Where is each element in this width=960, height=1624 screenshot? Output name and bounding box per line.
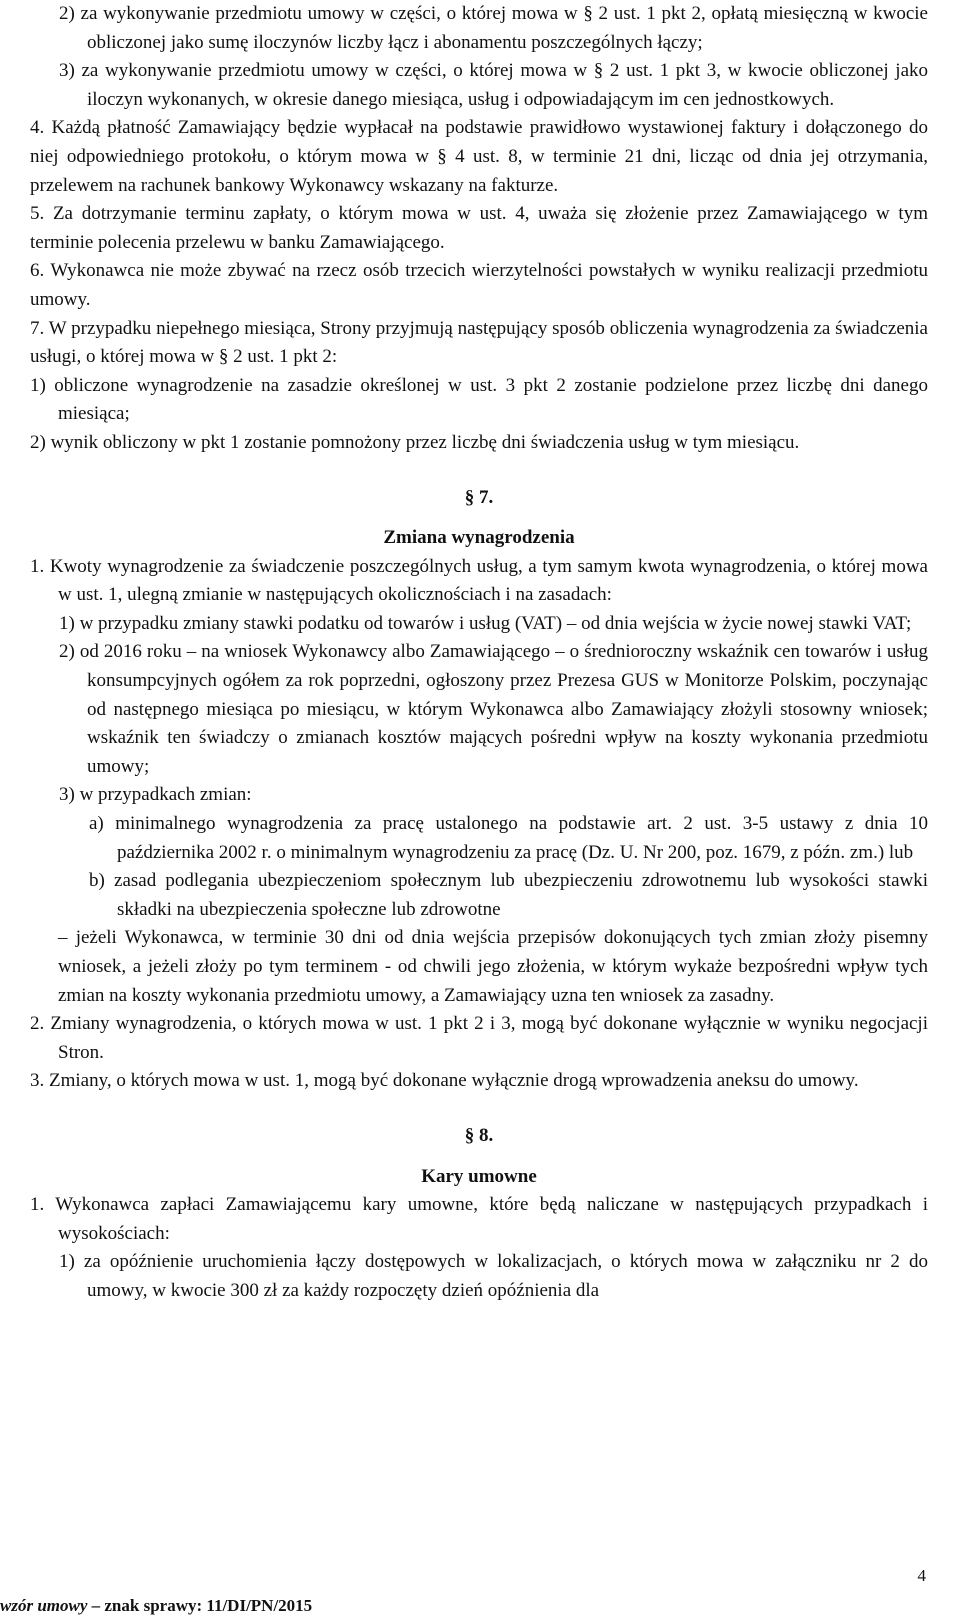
footer-case-number: – znak sprawy: 11/DI/PN/2015 (91, 1596, 313, 1615)
numbered-item: 2) wynik obliczony w pkt 1 zostanie pomnożony przez liczbę dni świadczenia usług w tym miesiącu. (30, 431, 800, 453)
paragraph: 7. W przypadku niepełnego miesiąca, Strony przyjmują następujący sposób obliczenia wynagrodzenia za świadczenia usługi, o której mowa w § 2 ust. 1 pkt 2: (30, 317, 928, 368)
section-number: § 8. (464, 1124, 494, 1146)
sub-item: 1) za opóźnienie uruchomienia łączy dostępowych w lokalizacjach, o których mowa w załączniku nr 2 do umowy, w kwocie 300 zł za każdy rozpoczęty dzień opóźnienia dla (59, 1251, 928, 1301)
sub-item: 1) w przypadku zmiany stawki podatku od towarów i usług (VAT) – od dnia wejścia w życie nowej stawki VAT; (59, 612, 912, 634)
section-number: § 7. (464, 486, 494, 508)
letter-item: b) zasad podlegania ubezpieczeniom społecznym lub ubezpieczeniu zdrowotnemu lub wysokości stawki składki na ubezpieczenia społeczne lub zdrowotne (89, 870, 928, 920)
sub-item: 2) za wykonywanie przedmiotu umowy w części, o której mowa w § 2 ust. 1 pkt 2, opłatą miesięczną w kwocie obliczonej jako sumę iloczynów liczby łącz i abonamentu poszczególnych łączy; (59, 3, 928, 53)
page-number: 4 (917, 1566, 926, 1585)
numbered-item: 2. Zmiany wynagrodzenia, o których mowa w ust. 1 pkt 2 i 3, mogą być dokonane wyłącznie w wyniku negocjacji Stron. (30, 1013, 928, 1063)
letter-item: a) minimalnego wynagrodzenia za pracę ustalonego na podstawie art. 2 ust. 3-5 ustawy z dnia 10 października 2002 r. o minimalnym wynagrodzeniu za pracę (Dz. U. Nr 200, poz. 1679, z późn. zm.) lub (89, 813, 928, 863)
paragraph: 5. Za dotrzymanie terminu zapłaty, o którym mowa w ust. 4, uważa się złożenie przez Zamawiającego w tym terminie polecenia przelewu w banku Zamawiającego. (30, 203, 928, 253)
paragraph: 4. Każdą płatność Zamawiający będzie wypłacał na podstawie prawidłowo wystawionej faktury i dołączonego do niej odpowiedniego protokołu, o którym mowa w § 4 ust. 8, w terminie 21 dni, licząc od dnia jej otrzymania, przelewem na rachunek bankowy Wykonawcy wskazany na fakturze. (30, 117, 928, 196)
numbered-item: 1. Wykonawca zapłaci Zamawiającemu kary umowne, które będą naliczane w następujących przypadkach i wysokościach: (30, 1194, 928, 1244)
numbered-item: 3. Zmiany, o których mowa w ust. 1, mogą być dokonane wyłącznie drogą wprowadzenia aneksu do umowy. (30, 1070, 859, 1092)
sub-item: 3) w przypadkach zmian: (59, 784, 252, 806)
footer-label: wzór umowy (0, 1596, 88, 1615)
sub-item: 2) od 2016 roku – na wniosek Wykonawcy albo Zamawiającego – o średnioroczny wskaźnik cen towarów i usług konsumpcyjnych ogółem za rok poprzedni, ogłoszony przez Prezesa GUS w Monitorze Polskim, poczynając od następnego miesiąca po miesiącu, w którym Wykonawca albo Zamawiający złożyli stosowny wniosek; wskaźnik ten świadczy o zmianach kosztów mających pośredni wpływ na koszty wykonania przedmiotu umowy; (59, 641, 928, 777)
document-body (30, 0, 928, 1306)
footer (0, 1592, 312, 1621)
numbered-item: 1. Kwoty wynagrodzenie za świadczenie poszczególnych usług, a tym samym kwota wynagrodzenia, o której mowa w ust. 1, ulegną zmianie w następujących okolicznościach i na zasadach: (30, 555, 928, 606)
section-title: Kary umowne (421, 1165, 537, 1187)
paragraph: 6. Wykonawca nie może zbywać na rzecz osób trzecich wierzytelności powstałych w wyniku realizacji przedmiotu umowy. (30, 260, 928, 310)
section-title: Zmiana wynagrodzenia (383, 527, 575, 549)
sub-item: 3) za wykonywanie przedmiotu umowy w części, o której mowa w § 2 ust. 1 pkt 3, w kwocie obliczonej jako iloczyn wykonanych, w okresie danego miesiąca, usług i odpowiadającym im cen jednostkowych. (59, 60, 928, 110)
numbered-item: 1) obliczone wynagrodzenie na zasadzie określonej w ust. 3 pkt 2 zostanie podzielone przez liczbę dni danego miesiąca; (30, 374, 928, 425)
continuation-paragraph: – jeżeli Wykonawca, w terminie 30 dni od dnia wejścia przepisów dokonujących tych zmian złoży pisemny wniosek, a jeżeli złoży po tym terminem - od chwili jego złożenia, w którym wykaże bezpośredni wpływ tych zmian na koszty wykonania przedmiotu umowy, a Zamawiający uzna ten wniosek za zasadny. (58, 927, 928, 1006)
